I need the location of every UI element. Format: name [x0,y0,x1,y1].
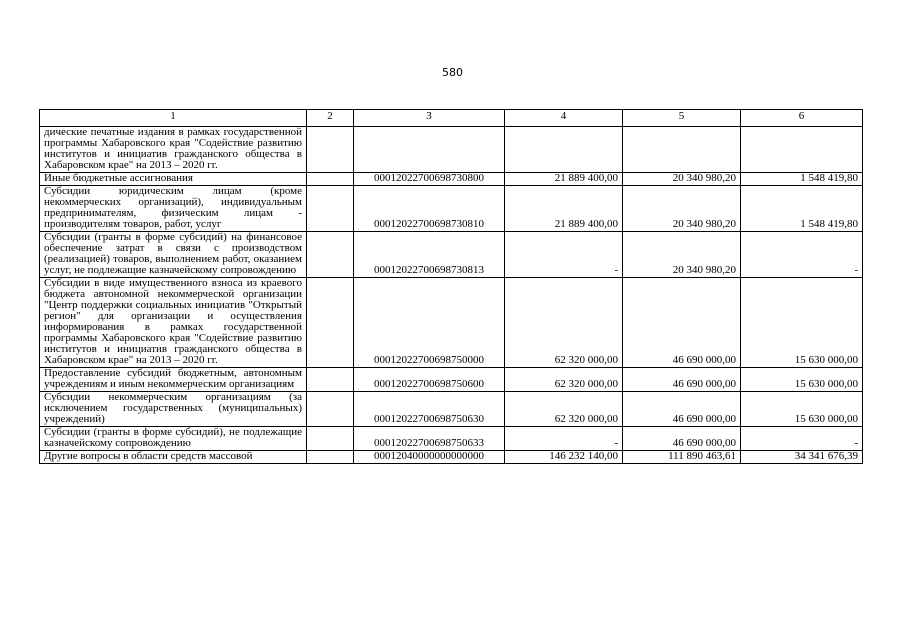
row-executed-amount: 20 340 980,20 [623,186,741,232]
row-approved-amount: 62 320 000,00 [505,392,623,427]
row-description: Субсидии (гранты в форме субсидий) на финансовое обеспечение затрат в связи с производством (реализацией) товаров, выполнением работ, оказанием услуг, не подлежащие казначейскому сопровождению [40,232,307,278]
row-description: Субсидии некоммерческим организациям (за исключением государственных (муниципальных) учреждений) [40,392,307,427]
table-row [40,451,863,464]
row-section-code [307,173,354,186]
row-budget-code: 00012022700698730813 [354,232,505,278]
row-approved-amount: 62 320 000,00 [505,368,623,392]
row-executed-amount: 46 690 000,00 [623,392,741,427]
row-section-code [307,186,354,232]
row-executed-amount: 46 690 000,00 [623,278,741,368]
table-row [40,368,863,392]
row-budget-code: 00012022700698730800 [354,173,505,186]
row-section-code [307,427,354,451]
table-row [40,278,863,368]
row-budget-code: 00012022700698750633 [354,427,505,451]
row-approved-amount [505,127,623,173]
row-executed-amount: 46 690 000,00 [623,427,741,451]
row-unexecuted-amount [741,127,863,173]
row-approved-amount: 21 889 400,00 [505,173,623,186]
row-budget-code: 00012022700698730810 [354,186,505,232]
row-description: Субсидии в виде имущественного взноса из краевого бюджета автономной некоммерческой организации "Центр поддержки социальных инициатив "Открытый регион" для организации и осуществления информирования в рамках государственной программы Хабаровского края "Содействие развитию институтов и инициатив гражданского общества в Хабаровском крае" на 2013 – 2020 гг. [40,278,307,368]
row-unexecuted-amount: 1 548 419,80 [741,173,863,186]
row-executed-amount: 20 340 980,20 [623,232,741,278]
table-row [40,427,863,451]
row-budget-code [354,127,505,173]
page-number: 580 [442,66,463,79]
row-description: Предоставление субсидий бюджетным, автономным учреждениям и иным некоммерческим организациям [40,368,307,392]
row-section-code [307,127,354,173]
row-budget-code: 00012022700698750000 [354,278,505,368]
row-section-code [307,451,354,464]
row-section-code [307,278,354,368]
column-header: 1 [40,110,307,127]
row-description: Субсидии юридическим лицам (кроме некоммерческих организаций), индивидуальным предпринимателям, физическим лицам - производителям товаров, работ, услуг [40,186,307,232]
row-budget-code: 00012022700698750630 [354,392,505,427]
row-approved-amount: - [505,427,623,451]
row-approved-amount: 21 889 400,00 [505,186,623,232]
row-description: Иные бюджетные ассигнования [40,173,307,186]
row-unexecuted-amount: 15 630 000,00 [741,392,863,427]
header-row [40,110,863,127]
table-row [40,173,863,186]
row-description: Другие вопросы в области средств массовой [40,451,307,464]
row-unexecuted-amount: 34 341 676,39 [741,451,863,464]
row-executed-amount: 111 890 463,61 [623,451,741,464]
table-row [40,232,863,278]
budget-execution-table [39,109,863,464]
row-budget-code: 00012022700698750600 [354,368,505,392]
table-body [40,110,863,464]
table-row [40,127,863,173]
row-unexecuted-amount: 15 630 000,00 [741,368,863,392]
column-header: 2 [307,110,354,127]
table-row [40,186,863,232]
row-section-code [307,392,354,427]
row-approved-amount: 62 320 000,00 [505,278,623,368]
column-header: 6 [741,110,863,127]
row-section-code [307,232,354,278]
row-executed-amount [623,127,741,173]
row-unexecuted-amount: - [741,427,863,451]
row-executed-amount: 20 340 980,20 [623,173,741,186]
column-header: 5 [623,110,741,127]
row-description: дические печатные издания в рамках государственной программы Хабаровского края "Содействие развитию институтов и инициатив гражданского общества в Хабаровском крае" на 2013 – 2020 гг. [40,127,307,173]
row-section-code [307,368,354,392]
row-budget-code: 00012040000000000000 [354,451,505,464]
column-header: 4 [505,110,623,127]
row-unexecuted-amount: 1 548 419,80 [741,186,863,232]
row-executed-amount: 46 690 000,00 [623,368,741,392]
table-row [40,392,863,427]
row-unexecuted-amount: 15 630 000,00 [741,278,863,368]
row-unexecuted-amount: - [741,232,863,278]
row-approved-amount: 146 232 140,00 [505,451,623,464]
column-header: 3 [354,110,505,127]
row-approved-amount: - [505,232,623,278]
row-description: Субсидии (гранты в форме субсидий), не подлежащие казначейскому сопровождению [40,427,307,451]
